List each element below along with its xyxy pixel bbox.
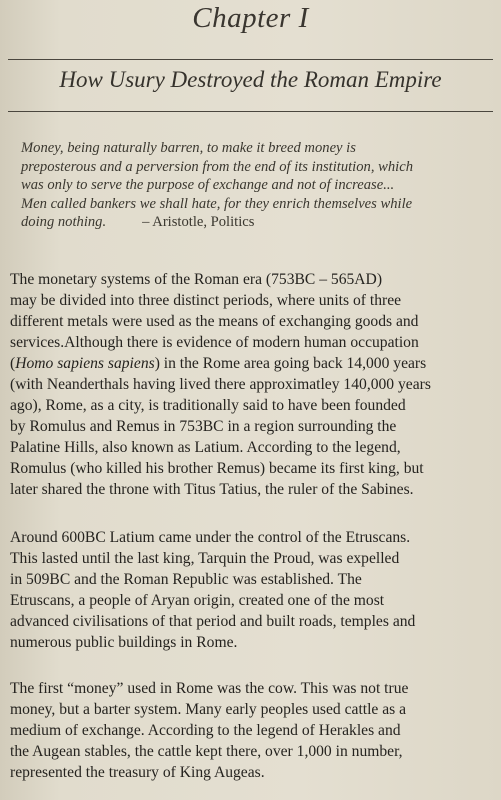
epigraph-last-line	[21, 213, 483, 232]
epigraph-line: preposterous and a perversion from the end of its institution, which	[21, 158, 413, 175]
epigraph-line: Men called bankers we shall hate, for they enrich themselves while	[21, 195, 413, 212]
text-line: the Augean stables, the cattle kept there, over 1,000 in number,	[10, 743, 403, 760]
epigraph	[21, 139, 483, 232]
paragraph-3	[10, 678, 488, 783]
text-line: represented the treasury of King Augeas.	[10, 764, 265, 781]
epigraph-end: doing nothing.	[21, 214, 107, 231]
chapter-heading: Chapter I	[192, 2, 309, 34]
text-line: This lasted until the last king, Tarquin the Proud, was expelled	[10, 550, 400, 567]
text-line: by Romulus and Remus in 753BC in a region surrounding the	[10, 418, 397, 435]
text-line: Around 600BC Latium came under the control of the Etruscans.	[10, 529, 411, 546]
text-line: may be divided into three distinct periods, where units of three	[10, 292, 402, 309]
epigraph-line: Money, being naturally barren, to make it breed money is	[21, 140, 356, 156]
text-line: (with Neanderthals having lived there approximatley 140,000 years	[10, 376, 431, 393]
text-line: Palatine Hills, also known as Latium. According to the legend,	[10, 439, 401, 456]
epigraph-attribution: – Aristotle, Politics	[142, 214, 255, 231]
text-line: money, but a barter system. Many early peoples used cattle as a	[10, 701, 407, 718]
text-line: services.Although there is evidence of modern human occupation	[10, 334, 419, 351]
text-line: Romulus (who killed his brother Remus) became its first king, but	[10, 460, 424, 477]
species-name: Homo sapiens sapiens	[15, 355, 155, 372]
top-rule	[8, 59, 493, 60]
paragraph-1	[10, 269, 488, 500]
chapter-title: How Usury Destroyed the Roman Empire	[59, 67, 442, 92]
text-line: Etruscans, a people of Aryan origin, created one of the most	[10, 592, 385, 609]
text-line: ago), Rome, as a city, is traditionally said to have been founded	[10, 397, 406, 414]
text-line: numerous public buildings in Rome.	[10, 634, 238, 651]
text-line: later shared the throne with Titus Tatius, the ruler of the Sabines.	[10, 481, 414, 498]
text-line: The monetary systems of the Roman era (753BC – 565AD)	[10, 271, 383, 288]
text-line: different metals were used as the means of exchanging goods and	[10, 313, 419, 330]
text-line-with-italic: (Homo sapiens sapiens) in the Rome area going back 14,000 years	[10, 355, 427, 372]
text-line: in 509BC and the Roman Republic was established. The	[10, 571, 362, 588]
text-line: advanced civilisations of that period and built roads, temples and	[10, 613, 416, 630]
text-line: medium of exchange. According to the legend of Herakles and	[10, 722, 401, 739]
paragraph-2	[10, 527, 488, 653]
epigraph-line: was only to serve the purpose of exchange and not of increase...	[21, 177, 395, 194]
text-line: The first “money” used in Rome was the cow. This was not true	[10, 680, 409, 697]
bottom-rule	[8, 111, 493, 112]
